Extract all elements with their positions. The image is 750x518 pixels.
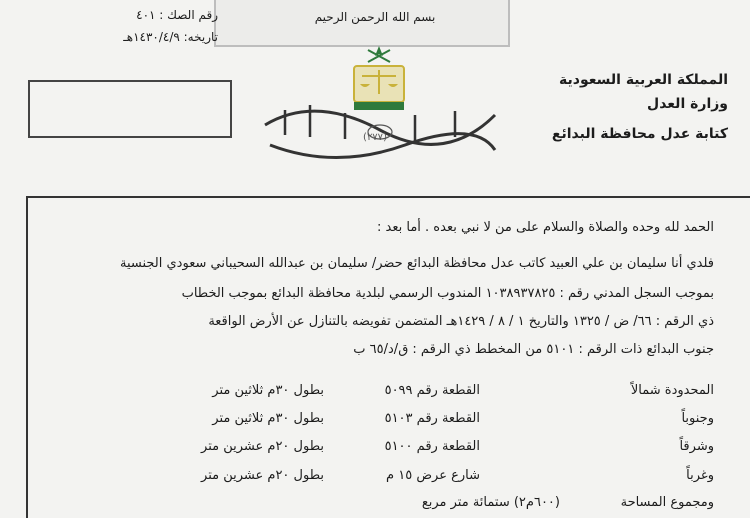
- boundary-direction: وشرقاً: [679, 439, 714, 454]
- area-value: (٦٠٠م٢) ستمائة متر مربع: [421, 495, 560, 510]
- boundary-plot: شارع عرض ١٥ م: [386, 468, 480, 483]
- calligraphy-seal-icon: [255, 75, 505, 170]
- deed-line-5: جنوب البدائع ذات الرقم : ٥١٠١ من المخطط ذي الرقم : ق/د/٦٥ ب: [353, 342, 714, 357]
- boundary-length: بطول ٣٠م ثلاثين متر: [212, 383, 324, 398]
- boundary-plot: القطعة رقم ٥١٠٣: [384, 411, 480, 426]
- basmala: بسم الله الرحمن الرحيم: [314, 10, 436, 24]
- stamp-number: (٢٧٧): [363, 132, 387, 143]
- ministry-name: وزارة العدل: [647, 96, 728, 112]
- area-label: ومجموع المساحة: [620, 495, 714, 510]
- deed-number: رقم الصك : ٤٠١: [136, 8, 218, 22]
- deed-line-4: ذي الرقم : ٦٦/ ض / ١٣٢٥ والتاريخ ١ / ٨ / ١٤٢٩هـ المتضمن تفويضه بالتنازل عن الأرض الواقعة: [208, 314, 714, 329]
- boundary-direction: المحدودة شمالاً: [630, 383, 714, 398]
- boundary-direction: وغرباً: [686, 468, 714, 483]
- deed-date: تاريخه: ١٤٣٠/٤/٩هـ: [123, 30, 218, 44]
- boundary-plot: القطعة رقم ٥١٠٠: [384, 439, 480, 454]
- deed-line-2: فلدي أنا سليمان بن علي العبيد كاتب عدل محافظة البدائع حضر/ سليمان بن عبدالله السحيباني سعودي الجنسية: [120, 256, 714, 271]
- office-name: كتابة عدل محافظة البدائع: [551, 126, 728, 142]
- deed-line-1: الحمد لله وحده والصلاة والسلام على من لا نبي بعده . أما بعد :: [377, 220, 714, 235]
- boundary-plot: القطعة رقم ٥٠٩٩: [384, 383, 480, 398]
- deed-meta-box: [28, 80, 232, 138]
- boundary-length: بطول ٢٠م عشرين متر: [201, 439, 324, 454]
- deed-line-3: بموجب السجل المدني رقم : ١٠٣٨٩٣٧٨٢٥ المندوب الرسمي لبلدية محافظة البدائع بموجب الخطاب: [181, 286, 714, 301]
- boundary-length: بطول ٣٠م ثلاثين متر: [212, 411, 324, 426]
- boundary-length: بطول ٢٠م عشرين متر: [201, 468, 324, 483]
- kingdom-name: المملكة العربية السعودية: [559, 72, 728, 88]
- boundary-direction: وجنوباً: [681, 411, 714, 426]
